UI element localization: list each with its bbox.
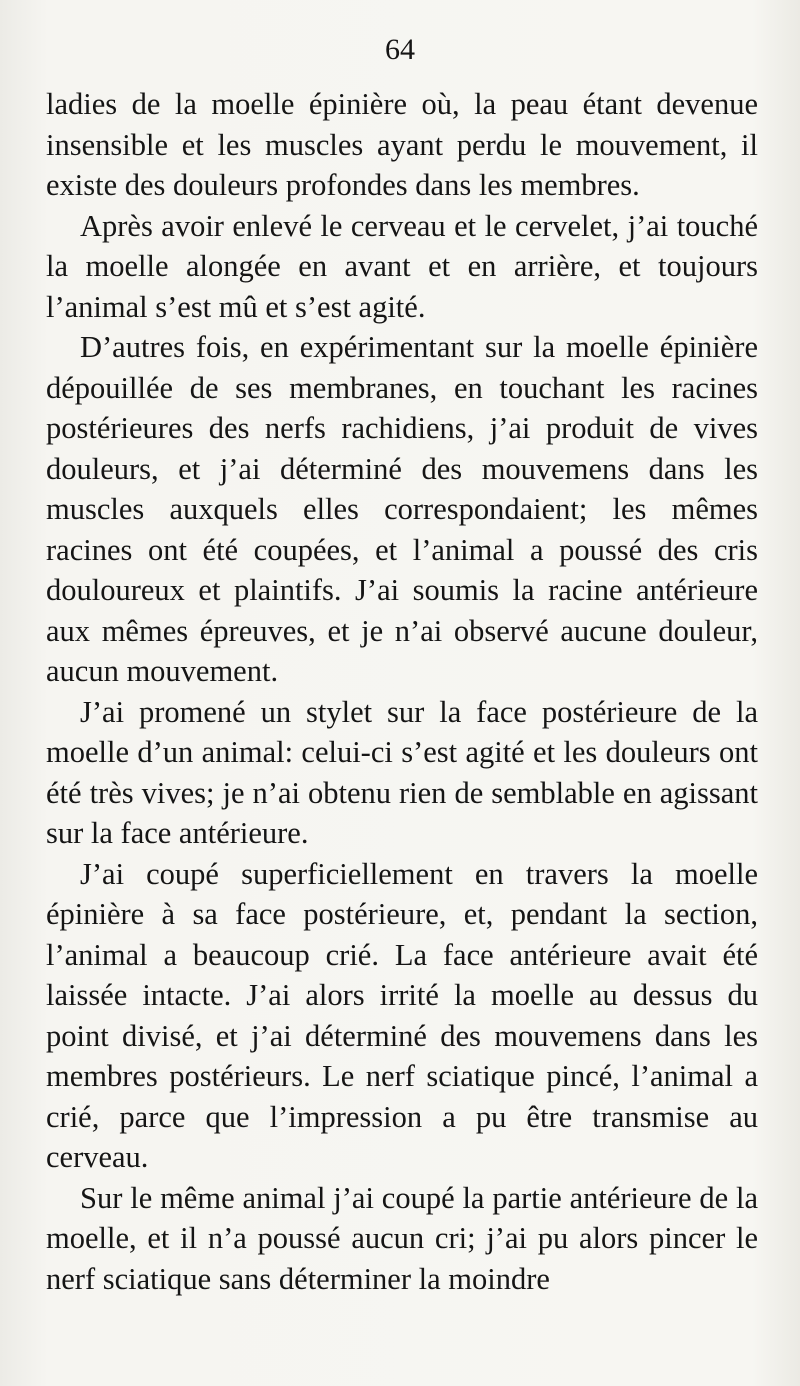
paragraph-6: Sur le même animal j’ai coupé la partie antérieure de la moelle, et il n’a poussé aucun cri; j’ai pu alors pincer le nerf sciatique sans déterminer la moindre: [46, 1180, 758, 1296]
paragraph-1: ladies de la moelle épinière où, la peau étant devenue insensible et les muscles ayant perdu le mouvement, il existe des douleurs profondes dans les membres.: [46, 87, 758, 202]
paragraph-2: Après avoir enlevé le cerveau et le cervelet, j’ai touché la moelle alongée en avant et en arrière, et toujours l’animal s’est mû et s’est agité.: [46, 208, 758, 324]
page-number: 64: [385, 33, 415, 66]
paragraph-5: J’ai coupé superficiellement en travers la moelle épinière à sa face postérieure, et, pendant la section, l’animal a beaucoup crié. La face antérieure avait été laissée intacte. J’ai alors irrité la moelle au dessus du point divisé, et j’ai déterminé des mouvemens dans les membres postérieurs. Le nerf sciatique pincé, l’animal a crié, parce que l’impression a pu être transmise au cerveau.: [46, 856, 758, 1174]
paragraph-4: J’ai promené un stylet sur la face postérieure de la moelle d’un animal: celui-ci s’est agité et les douleurs ont été très vives; je n’ai obtenu rien de semblable en agissant sur la face antérieure.: [46, 694, 758, 850]
body-text: [46, 84, 758, 1299]
paragraph-3: D’autres fois, en expérimentant sur la moelle épinière dépouillée de ses membranes, en touchant les racines postérieures des nerfs rachidiens, j’ai produit de vives douleurs, et j’ai déterminé des mouvemens dans les muscles auxquels elles correspondaient; les mêmes racines ont été coupées, et l’animal a poussé des cris douloureux et plaintifs. J’ai soumis la racine antérieure aux mêmes épreuves, et je n’ai observé aucune douleur, aucun mouvement.: [46, 330, 758, 688]
